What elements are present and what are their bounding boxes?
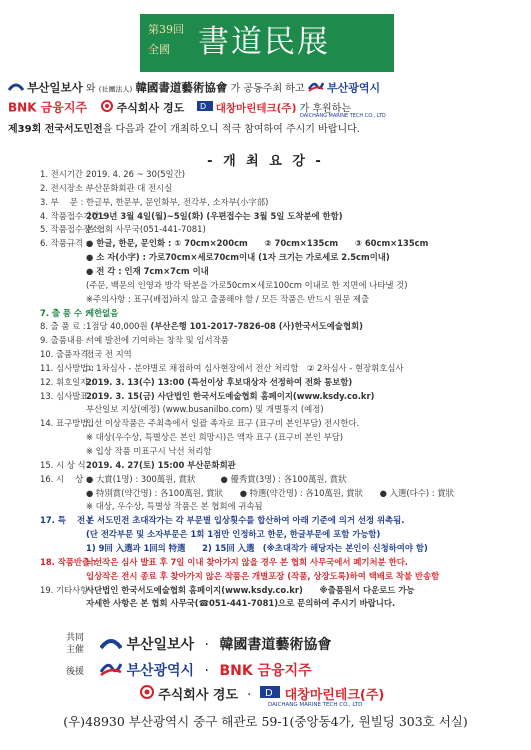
guideline-value: 제한없음 (86, 307, 119, 318)
guideline-value: 2019. 4. 27(토) 15:00 (86, 459, 185, 470)
svg-text:D: D (199, 102, 206, 111)
guideline-value: (단 전각부문 및 소자부문은 1회 1점만 인정하고 한문, 한글부문에 포함 가능함) (86, 529, 381, 540)
guideline-line (40, 265, 209, 278)
guideline-note: (우편접수는 3월 5일 도착분에 한함) (203, 210, 343, 221)
guideline-value: 전국 전 지역 (86, 349, 132, 360)
guideline-label: 2. 전시장소 : (40, 182, 89, 193)
guideline-value: 부산문화회관 대 전시실 (86, 182, 173, 193)
guideline-label: 15. 시 상 식 : (40, 459, 92, 470)
guideline-label: 8. 출 품 료 : (40, 321, 86, 332)
guideline-line (40, 487, 454, 500)
guideline-line (40, 597, 395, 610)
guideline-line (40, 417, 359, 430)
guideline-value: ● 한글, 한문, 문인화 : ① 70cm×200cm ② 70cm×135cm ③ 60cm×135cm (86, 238, 429, 249)
separator-dot: · (247, 688, 252, 703)
guideline-label: 9. 출품내용 : (40, 335, 89, 346)
guideline-label: 12. 휘호일자 : (40, 376, 94, 387)
guideline-label: 14. 표구방법 : (40, 418, 94, 429)
guideline-value: 2019. 3. 13(수) 13:00 (86, 376, 185, 387)
kyungdo-logo-icon-2 (140, 685, 154, 706)
guideline-value: ※ 대상, 우수상, 특별상 작품은 본 협회에 귀속됨 (86, 501, 263, 512)
separator-dot: · (204, 663, 209, 679)
guideline-line (40, 307, 118, 320)
sponsor-text: 가 후원하는 (299, 103, 352, 115)
guideline-line (40, 445, 212, 458)
edition-number: 第39回 (148, 23, 184, 36)
guideline-line (40, 293, 369, 306)
busan-city-logo-icon-2 (100, 660, 122, 682)
guideline-value: ① 1차심사 - 분야별로 채점하여 심사현장에서 전산 처리함 ② 2차심사 - 현장휘호심사 (86, 362, 404, 373)
cohost-row (100, 634, 520, 656)
guideline-value: ● 전 각 : 인재 7cm×7cm 이내 (86, 265, 209, 276)
edition-scope: 全國 (148, 43, 170, 56)
guideline-label: 13. 심사발표 : (40, 390, 94, 401)
guideline-note: 부산문화회관 (184, 459, 236, 470)
guideline-line (40, 210, 343, 223)
support-bnk: BNK 금융지주 (219, 663, 312, 679)
cohost-text: 가 공동주최 하고 (230, 83, 305, 95)
sponsor-daichang: 대창마린테크(주) (215, 102, 297, 115)
guideline-value: ● 소 자(小字) : 가로70cm×세로70cm이내 (1자 크기는 가로세로 2.5cm이내) (86, 252, 390, 263)
guideline-value: 본 서도민전 초대작가는 각 부문별 입상횟수를 합산하여 아래 기준에 의거 선정 위촉됨. (86, 515, 405, 526)
section-heading: - 개 최 요 강 - (207, 154, 324, 169)
guideline-line (40, 223, 206, 236)
daichang-logo-icon (197, 100, 213, 117)
guideline-value: 본 협회 사무국(051-441-7081) (86, 224, 206, 235)
guideline-value: (주문, 백문의 인영과 방각 탁본을 가로50cm×세로100cm 이내로 한 지면에 나타낼 것) (86, 279, 408, 290)
footer-address: (우)48930 부산광역시 중구 해관로 59-1(중앙동4가, 원빌딩 303호 서실) (63, 714, 468, 729)
guideline-value: ※ 입상 작품 미표구시 낙선 처리함 (86, 446, 212, 456)
guideline-line (40, 584, 414, 597)
guideline-line (40, 251, 390, 264)
guideline-value: 2019. 4. 26 ~ 30(5일간) (86, 169, 185, 179)
guideline-label: 4. 작품접수기간 : (40, 210, 105, 221)
separator-dot: · (204, 637, 209, 653)
guideline-value: 서예 발전에 기여하는 창작 및 임서작품 (86, 335, 229, 346)
guideline-label: 7. 출 품 수 : (40, 307, 89, 318)
guideline-line (40, 542, 428, 555)
guideline-line (40, 320, 363, 333)
guideline-label: 17. 특 전 : (40, 515, 92, 526)
guideline-line (40, 403, 324, 416)
guideline-line (40, 514, 404, 527)
guideline-line (40, 376, 352, 389)
guideline-line (40, 279, 408, 292)
sponsor-bnk: BNK 금융지주 (8, 100, 88, 115)
guideline-label: 18. 작품반출 : (40, 556, 97, 567)
guideline-value: 낙선작은 심사 발표 후 7일 이내 찾아가지 않을 경우 본 협회 사무국에서 폐기처분 한다. (86, 556, 408, 567)
guideline-line (40, 528, 380, 541)
guideline-line (40, 348, 132, 361)
org-prefix: (社團法人) (98, 85, 133, 94)
org-busan-city: 부산광역시 (326, 81, 381, 95)
guideline-value: 사단법인 한국서도예술협회 홈페이지(www.ksdy.co.kr) ※출품원서 다운로드 가능 (86, 584, 415, 595)
guideline-line (40, 459, 236, 472)
guideline-label: 19. 기타사항 : (40, 584, 94, 595)
guideline-value: 한글부, 한문부, 문인화부, 전각부, 소자부(小字部) (86, 196, 269, 207)
guideline-value: 부산일보 지상(예정) (www.busanilbo.com) 및 개별통지 (예정) (86, 404, 324, 415)
guideline-value: 2019. 3. 15(금) (86, 390, 155, 401)
host-busan-ilbo: 부산일보사 (126, 637, 195, 653)
svg-text:D: D (265, 688, 274, 699)
banner-edition (148, 20, 194, 60)
guideline-label: 16. 시 상 : (40, 473, 89, 484)
exhibition-name: 제39회 전국서도민전 (8, 124, 103, 135)
cohost-label: 共同 主催 (65, 633, 84, 655)
support-daichang: 대창마린테크(주) (284, 688, 385, 703)
guideline-line (40, 390, 374, 403)
org-calligraphy-association: 韓國書道藝術協會 (135, 80, 228, 95)
busan-ilbo-logo-icon (8, 80, 24, 97)
daichang-subtitle: DAICHANG MARINE TECH CO., LTD (300, 113, 386, 119)
guideline-label: 5. 작품접수장소 : (40, 224, 105, 235)
guideline-value: 1점당 40,000원 (86, 321, 148, 332)
support-kyungdo: 주식회사 경도 (158, 688, 239, 703)
guideline-note: (부산은행 101-2017-7826-08 (사)한국서도예술협회) (147, 321, 363, 332)
kyungdo-logo-icon (101, 100, 113, 117)
busan-city-logo-icon (308, 80, 324, 97)
guideline-line (40, 182, 172, 195)
intro-row-1 (8, 80, 523, 98)
guideline-line (40, 431, 343, 444)
guideline-value: 입선 이상작품은 주최측에서 일괄 족자로 표구 (표구비 본인부담) 전시한다. (86, 418, 360, 429)
support-busan-city: 부산광역시 (126, 663, 195, 679)
guideline-value: ● 特別賞(약간명) : 各100萬원, 賞狀 ● 特選(약간명) : 各10萬원, 賞狀 ● 入選(다수) : 賞狀 (86, 487, 455, 498)
guideline-label: 10. 출품자격 : (40, 349, 94, 360)
guideline-value: 1) 9回 入選과 1回의 特選 2) 15回 入選 (※초대작가 해당자는 본인이 신청하여야 함) (86, 542, 428, 553)
guideline-line (40, 500, 263, 513)
guideline-value: 입상작은 전시 종료 후 찾아가지 않은 작품은 개별포장 (작품, 상장도록)하여 택배로 착불 반송함 (86, 570, 440, 581)
guideline-line (40, 556, 408, 569)
guideline-value: ● 大賞(1명) : 300萬원, 賞狀 ● 優秀賞(3명) : 各100萬원, 賞狀 (86, 473, 347, 484)
guideline-label: 6. 작품규격 : (40, 238, 89, 249)
title-banner (140, 14, 394, 72)
support-row-1 (100, 660, 520, 682)
guideline-note: 사단법인 한국서도예술협회 홈페이지(www.ksdy.co.kr) (154, 390, 375, 401)
guideline-label: 3. 부 문 : (40, 196, 84, 207)
guideline-line (40, 473, 347, 486)
sponsor-kyungdo: 주식회사 경도 (116, 101, 185, 115)
guideline-label: 1. 전시기간 : (40, 169, 89, 179)
guideline-note: (특선이상 후보대상자 선정하여 전화 통보함) (184, 376, 353, 387)
guideline-line (40, 237, 428, 250)
guideline-value: ※ 대상(우수상, 특별상은 본인 희망시)은 액자 표구 (표구비 본인 부담) (86, 432, 344, 443)
guideline-value: ※주의사항 : 표구(배접)하지 않고 출품해야 함 / 모든 작품은 반드시 원문 제출 (86, 293, 370, 304)
invitation-text: 을 다음과 같이 개최하오니 적극 참여하여 주시기 바랍니다. (102, 124, 360, 135)
intro-sentence (8, 122, 523, 137)
daichang-subtitle-2: DAICHANG MARINE TECH CO., LTD (268, 702, 363, 708)
support-label: 後援 (65, 667, 84, 677)
guideline-line (40, 362, 404, 375)
intro-row-2 (8, 100, 523, 117)
guideline-line (40, 168, 185, 181)
banner-title: 書道民展 (198, 24, 330, 60)
guideline-label: 11. 심사방법 : (40, 362, 94, 373)
busan-ilbo-logo-icon-2 (100, 634, 122, 656)
guideline-line (40, 334, 229, 347)
connector-text: 와 (85, 83, 96, 95)
guideline-line (40, 570, 439, 583)
guideline-line (40, 196, 268, 209)
org-busan-ilbo: 부산일보사 (27, 80, 83, 95)
guideline-value: 자세한 사항은 본 협회 사무국(☎051-441-7081)으로 문의하여 주시기 바랍니다. (86, 598, 396, 609)
host-association: 韓國書道藝術協會 (219, 637, 332, 653)
guideline-value: 2019년 3월 4일(월)~5일(화) (86, 210, 204, 221)
